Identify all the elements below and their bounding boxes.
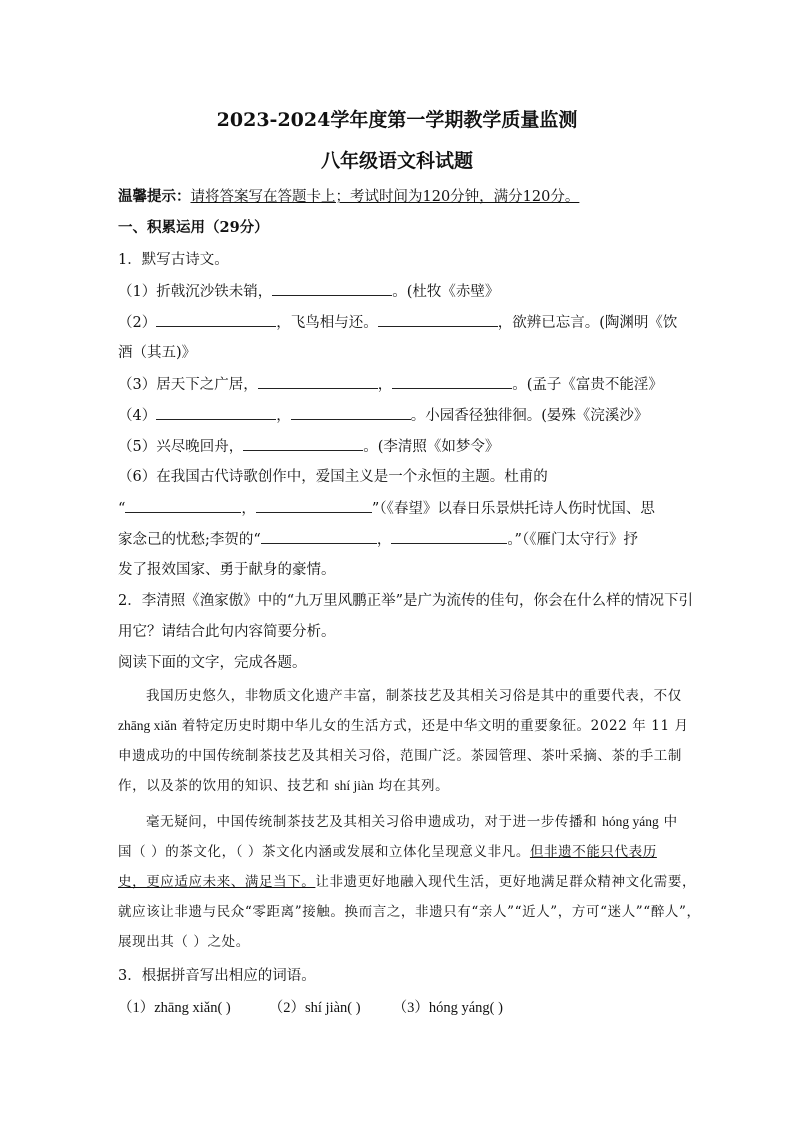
q1-item-6: （6）在我国古代诗歌创作中，爱国主义是一个永恒的主题。杜甫的 [118,469,548,485]
passage-p2-line1: 毫无疑问，中国传统制茶技艺及其相关习俗申遗成功，对于进一步传播和 hóng yáng 中 [146,814,678,830]
q1-item-6-line2: “ ， ”（《春望》以春日乐景烘托诗人伤时忧国、思 [118,498,655,519]
answer-blank[interactable] [258,374,378,389]
warm-tip-label: 温馨提示： [118,188,191,205]
underlined-sentence: 但非遗不能只代表历 [529,844,657,860]
passage-p2-line2: 国（ ）的茶文化，（ ）茶文化内涵或发展和立体化呈现意义非凡。但非遗不能只代表历 [118,844,657,860]
passage-p1-line2: zhāng xiǎn 着特定历史时期中华儿女的生活方式，还是中华文明的重要象征。2022 年 11 月 [118,718,689,734]
reading-intro: 阅读下面的文字，完成各题。 [118,655,307,671]
question-3-options [118,998,503,1018]
passage-p1-line4: 作，以及茶的饮用的知识、技艺和 shí jiàn 均在其列。 [118,778,450,794]
answer-blank[interactable] [391,529,507,544]
q1-item-5: （5）兴尽晚回舟， 。(李清照《如梦令》 [118,436,499,457]
answer-blank[interactable] [156,405,276,420]
section-heading: 一、积累运用（29分） [118,219,269,236]
q3-option-2[interactable]: （2）shí jiàn( ) [268,1000,361,1016]
question-1-stem: 1．默写古诗文。 [118,252,229,268]
answer-blank[interactable] [291,405,411,420]
answer-blank[interactable] [272,281,392,296]
answer-blank[interactable] [243,436,363,451]
warm-tip-text: 请将答案写在答题卡上；考试时间为120分钟，满分120分。 [190,189,580,205]
passage-p1-line1: 我国历史悠久，非物质文化遗产丰富，制茶技艺及其相关习俗是其中的重要代表，不仅 [146,688,682,704]
q1-item-6-line4: 发了报效国家、勇于献身的豪情。 [118,562,336,578]
q1-item-3: （3）居天下之广居， ， 。(孟子《富贵不能淫》 [118,374,663,395]
q1-item-2: （2） ，飞鸟相与还。 ，欲辨已忘言。(陶渊明《饮 [118,312,677,333]
passage-p2-line5: 展现出其（ ）之处。 [118,934,250,950]
warm-tip [118,187,579,207]
q3-option-3[interactable]: （3）hóng yáng( ) [392,1000,503,1016]
answer-blank[interactable] [156,312,276,327]
q3-option-1[interactable]: （1）zhāng xiǎn( ) [118,1000,231,1016]
passage-p2-line3: 史，更应适应未来、满足当下。让非遗更好地融入现代生活，更好地满足群众精神文化需要， [118,874,697,890]
q1-item-1: （1）折戟沉沙铁未销， 。(杜牧《赤壁》 [118,281,499,302]
q1-item-4: （4） ， 。小园香径独徘徊。(晏殊《浣溪沙》 [118,405,648,426]
exam-title: 2023-2024学年度第一学期教学质量监测 [216,109,578,131]
answer-blank[interactable] [256,498,372,513]
passage-p2-line4: 就应该让非遗与民众“零距离”接触。换而言之，非遗只有“亲人”“近人”，方可“迷人”“醉人”， [118,904,701,920]
answer-blank[interactable] [261,529,377,544]
question-2-line2: 用它？请结合此句内容简要分析。 [118,624,336,640]
q1-item-2-cont: 酒（其五)》 [118,345,197,361]
q1-item-6-line3: 家念己的忧愁;李贺的“ ， 。”（《雁门太守行》抒 [118,529,638,550]
answer-blank[interactable] [378,312,498,327]
question-2-line1: 2．李清照《渔家傲》中的“九万里风鹏正举”是广为流传的佳句，你会在什么样的情况下引 [118,593,694,609]
question-3-stem: 3．根据拼音写出相应的词语。 [118,968,316,984]
exam-subtitle: 八年级语文科试题 [320,150,473,172]
answer-blank[interactable] [125,498,241,513]
underlined-sentence: 史，更应适应未来、满足当下。 [118,874,316,890]
passage-p1-line3: 申遗成功的中国传统制茶技艺及其相关习俗，范围广泛。茶园管理、茶叶采摘、茶的手工制 [118,748,682,764]
answer-blank[interactable] [392,374,512,389]
